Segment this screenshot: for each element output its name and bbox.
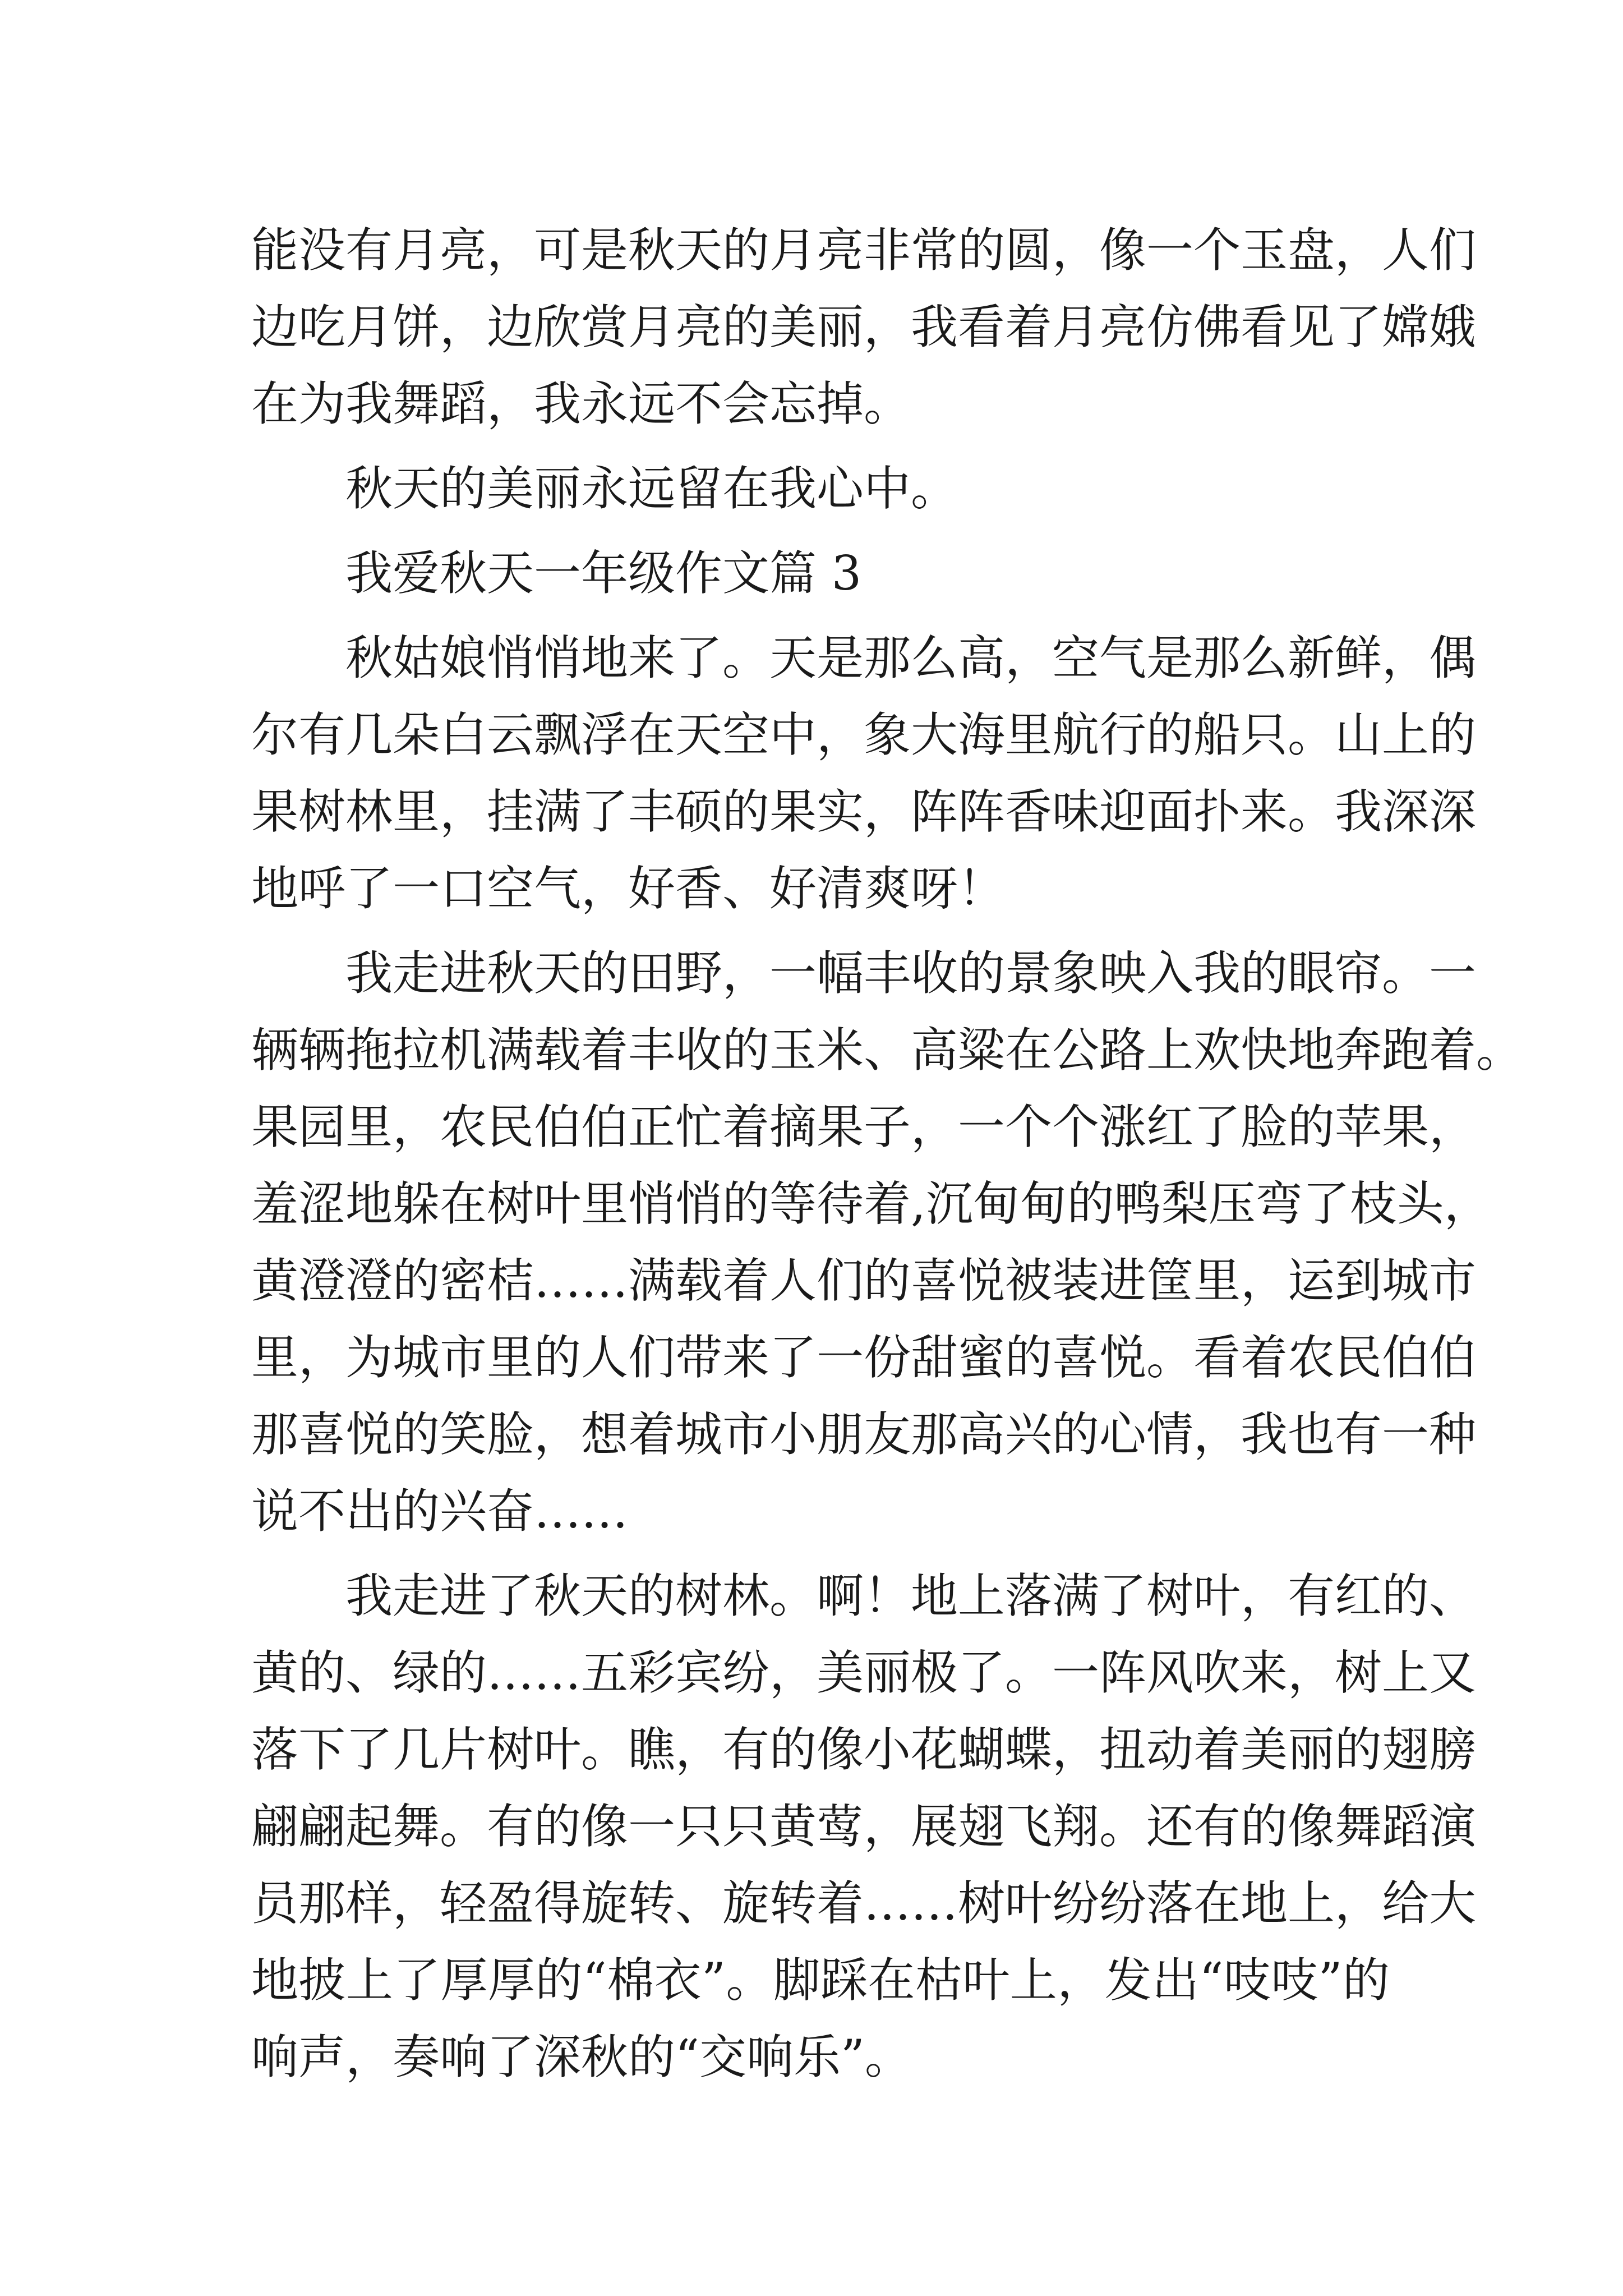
text-line: 说不出的兴奋…… — [251, 1484, 629, 1539]
text-line: 翩翩起舞。有的像一只只黄莺，展翅飞翔。还有的像舞蹈演 — [251, 1799, 1477, 1854]
text-line: 秋姑娘悄悄地来了。天是那么高，空气是那么新鲜，偶 — [345, 631, 1477, 685]
text-line: 员那样，轻盈得旋转、旋转着……树叶纷纷落在地上，给大 — [251, 1876, 1477, 1931]
text-line: 果树林里，挂满了丰硕的果实，阵阵香味迎面扑来。我深深 — [251, 784, 1477, 839]
text-line: 边吃月饼，边欣赏月亮的美丽，我看着月亮仿佛看见了嫦娥 — [251, 300, 1477, 355]
paragraph-gap — [251, 1550, 1390, 1558]
paragraph — [251, 935, 1524, 1550]
text-line: 我爱秋天一年级作文篇 3 — [345, 546, 862, 601]
text-line: 在为我舞蹈，我永远不会忘掉。 — [251, 376, 911, 431]
text-line: 羞涩地躲在树叶里悄悄的等待着,沉甸甸的鸭梨压弯了枝头， — [251, 1176, 1491, 1231]
text-line: 响声，奏响了深秋的“交响乐”。 — [251, 2030, 912, 2085]
text-line: 那喜悦的笑脸，想着城市小朋友那高兴的心情，我也有一种 — [251, 1407, 1477, 1462]
paragraph — [251, 535, 1390, 612]
text-line: 辆辆拖拉机满载着丰收的玉米、高粱在公路上欢快地奔跑着。 — [251, 1023, 1524, 1078]
paragraph-gap — [251, 927, 1390, 935]
text-line: 黄澄澄的密桔……满载着人们的喜悦被装进筐里，运到城市 — [251, 1253, 1477, 1308]
text-line: 我走进了秋天的树林。啊！地上落满了树叶，有红的、 — [345, 1568, 1477, 1623]
text-line: 落下了几片树叶。瞧，有的像小花蝴蝶，扭动着美丽的翅膀 — [251, 1722, 1477, 1777]
text-line: 秋天的美丽永远留在我心中。 — [345, 461, 958, 516]
paragraph — [251, 450, 1390, 527]
document-body — [251, 212, 1524, 2096]
text-line: 我走进秋天的田野，一幅丰收的景象映入我的眼帘。一 — [345, 946, 1477, 1001]
text-line: 能没有月亮，可是秋天的月亮非常的圆，像一个玉盘，人们 — [251, 223, 1477, 278]
paragraph — [251, 1558, 1477, 2096]
paragraph-gap — [251, 527, 1390, 535]
paragraph-gap — [251, 612, 1390, 620]
paragraph — [251, 212, 1477, 443]
text-line: 果园里，农民伯伯正忙着摘果子，一个个涨红了脸的苹果， — [251, 1099, 1477, 1154]
text-line: 黄的、绿的……五彩宾纷，美丽极了。一阵风吹来，树上又 — [251, 1645, 1477, 1700]
text-line: 地呼了一口空气，好香、好清爽呀！ — [251, 861, 1006, 916]
text-line: 地披上了厚厚的“棉衣”。脚踩在枯叶上，发出“吱吱”的 — [251, 1953, 1390, 2008]
paragraph — [251, 620, 1477, 927]
text-line: 里，为城市里的人们带来了一份甜蜜的喜悦。看着农民伯伯 — [251, 1330, 1477, 1385]
paragraph-gap — [251, 443, 1390, 450]
text-line: 尔有几朵白云飘浮在天空中，象大海里航行的船只。山上的 — [251, 707, 1477, 762]
